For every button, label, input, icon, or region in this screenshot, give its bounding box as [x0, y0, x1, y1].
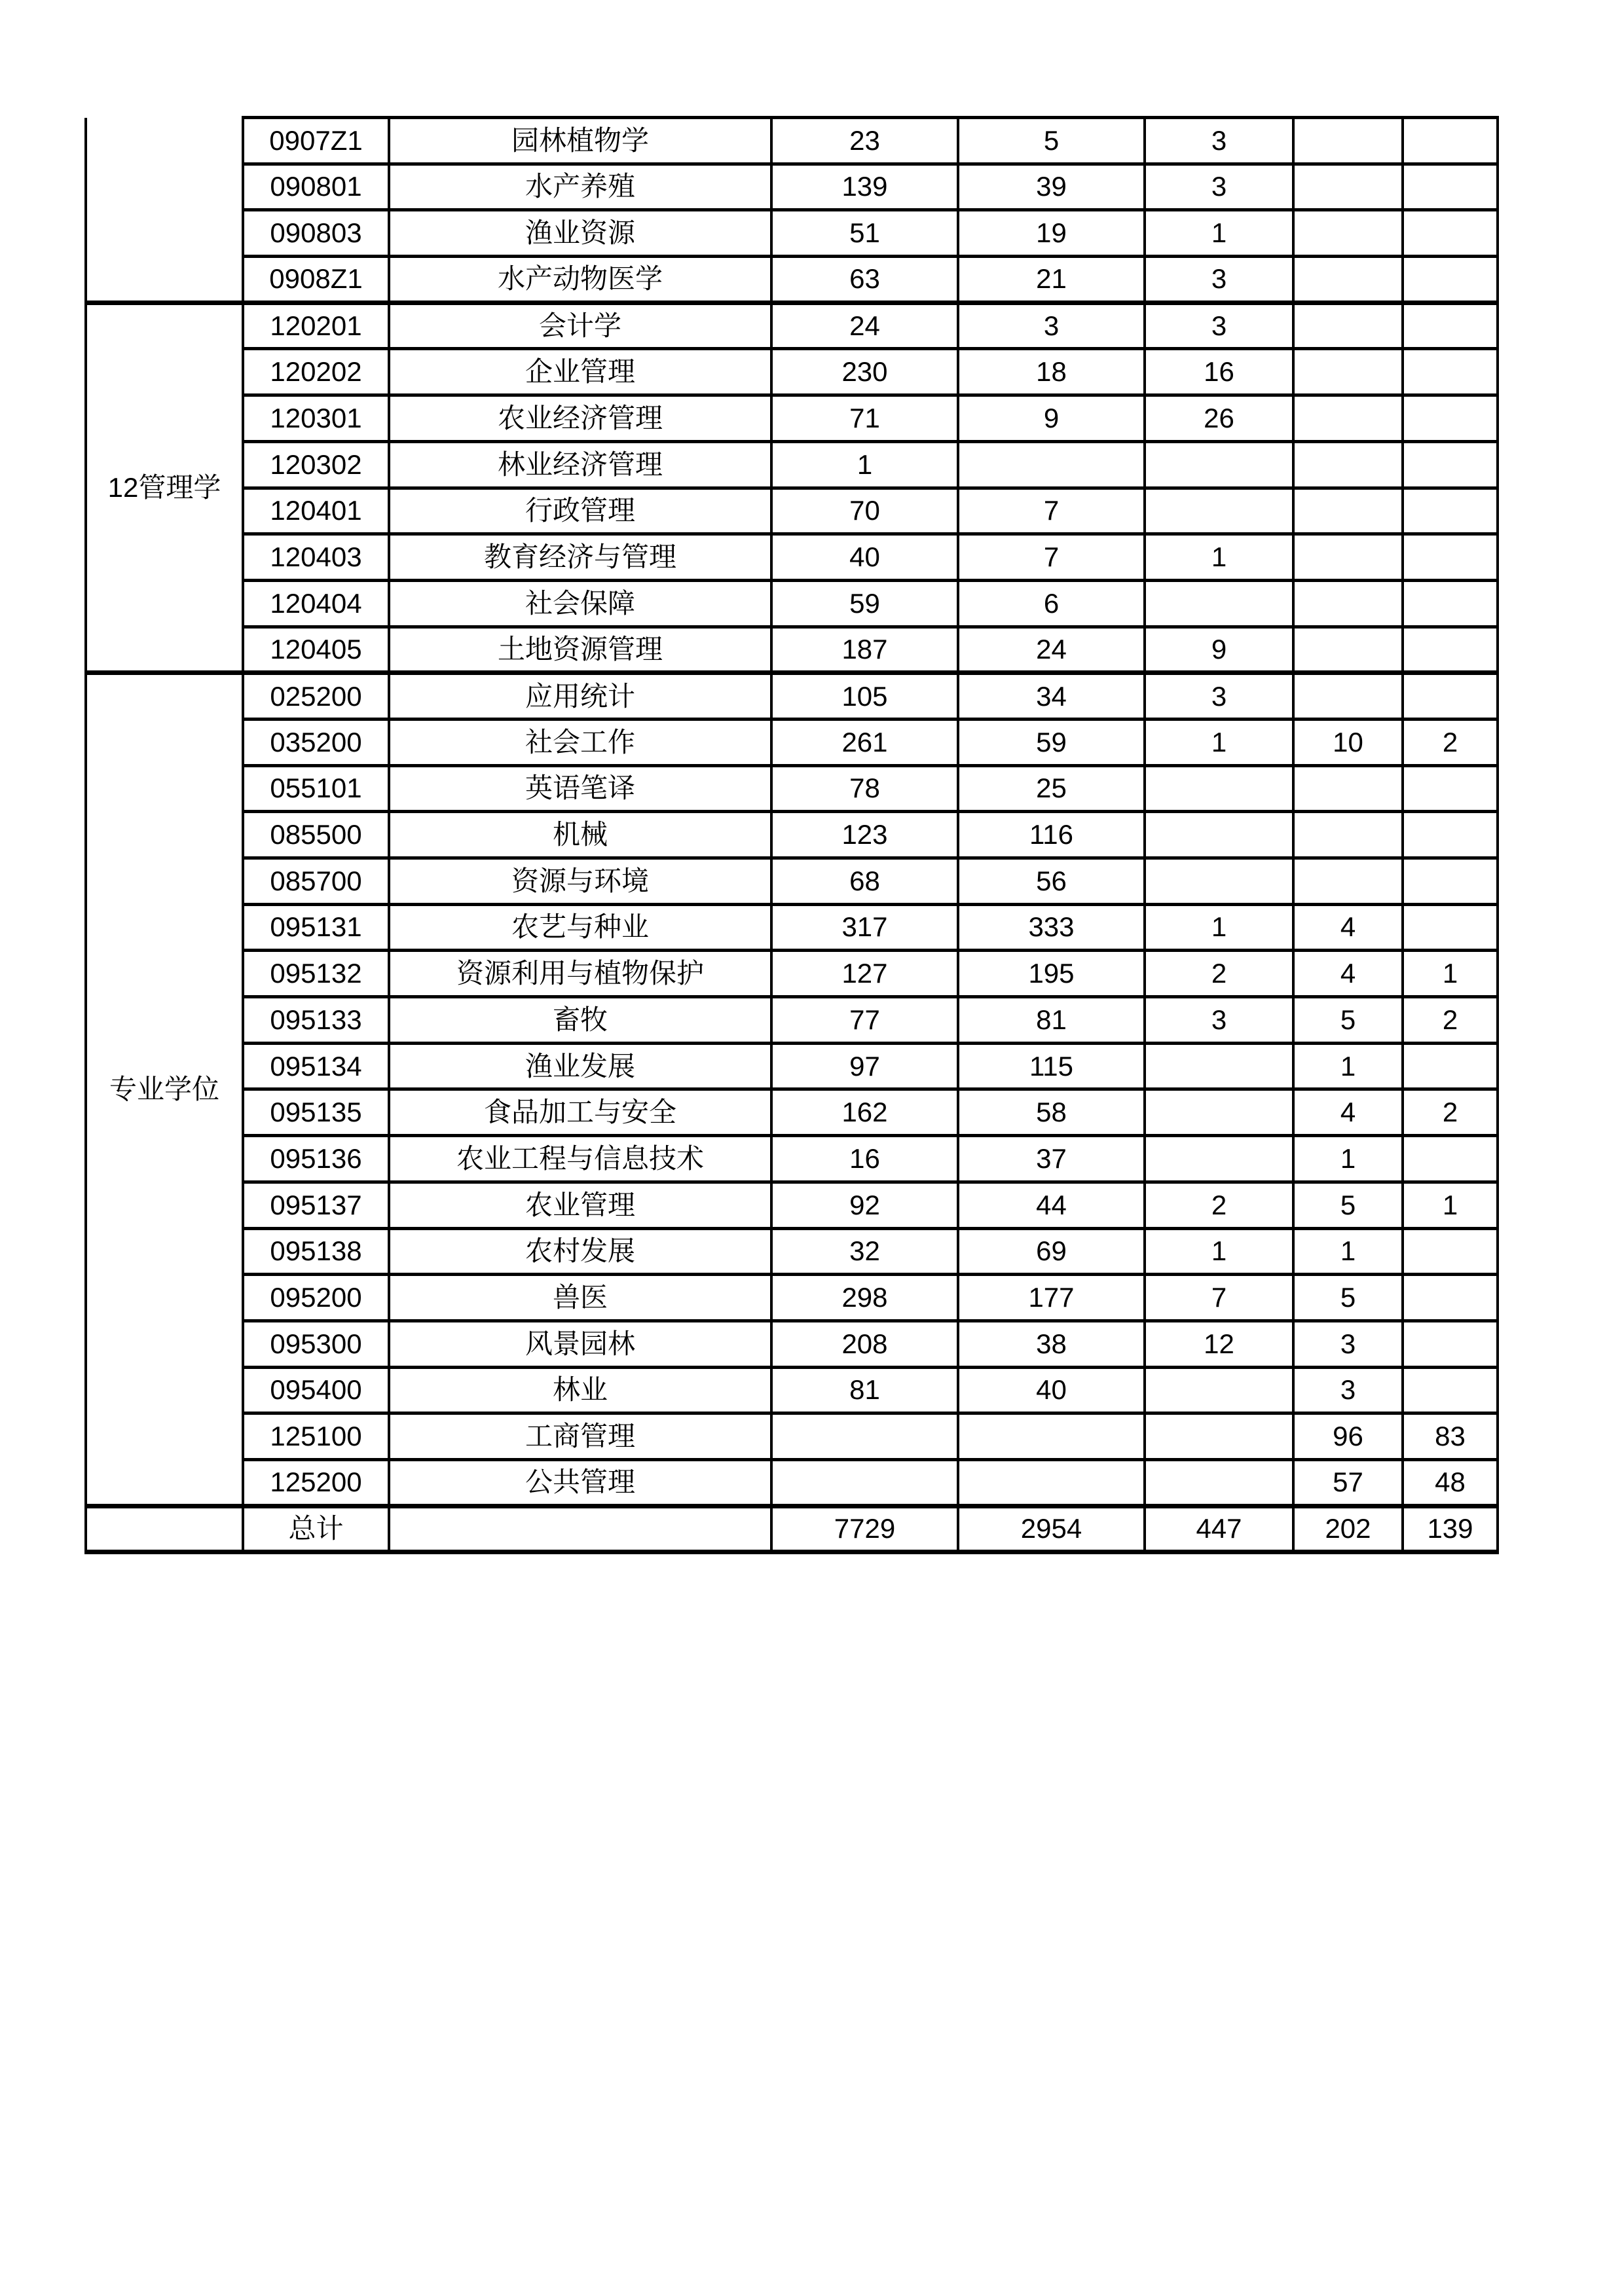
value-cell	[1403, 580, 1498, 627]
value-cell	[1293, 812, 1403, 858]
value-cell: 19	[958, 210, 1145, 257]
value-cell: 177	[958, 1275, 1145, 1321]
code-cell: 0908Z1	[243, 257, 389, 303]
value-cell: 230	[771, 349, 958, 395]
value-cell	[1293, 164, 1403, 210]
table-row	[86, 997, 1498, 1044]
value-cell	[1403, 904, 1498, 951]
value-cell	[1403, 1043, 1498, 1089]
code-cell: 120403	[243, 534, 389, 581]
total-label-cell: 总计	[243, 1506, 389, 1552]
value-cell	[1403, 488, 1498, 534]
name-cell: 企业管理	[389, 349, 771, 395]
code-cell: 120404	[243, 580, 389, 627]
value-cell	[1145, 812, 1293, 858]
value-cell	[1293, 349, 1403, 395]
value-cell	[1403, 858, 1498, 905]
table-row	[86, 812, 1498, 858]
value-cell: 57	[1293, 1459, 1403, 1506]
name-cell: 农村发展	[389, 1228, 771, 1275]
category-cell	[86, 118, 243, 303]
value-cell: 71	[771, 395, 958, 442]
value-cell	[1293, 118, 1403, 164]
code-cell: 125200	[243, 1459, 389, 1506]
value-cell: 3	[1145, 257, 1293, 303]
value-cell: 3	[1145, 302, 1293, 349]
code-cell: 095400	[243, 1367, 389, 1413]
value-cell: 16	[771, 1136, 958, 1182]
value-cell: 24	[958, 627, 1145, 673]
value-cell: 48	[1403, 1459, 1498, 1506]
code-cell: 120201	[243, 302, 389, 349]
value-cell: 1	[1293, 1043, 1403, 1089]
value-cell	[958, 1459, 1145, 1506]
name-cell: 社会工作	[389, 719, 771, 765]
table-row	[86, 1043, 1498, 1089]
value-cell: 21	[958, 257, 1145, 303]
value-cell: 3	[1293, 1321, 1403, 1367]
code-cell: 095300	[243, 1321, 389, 1367]
value-cell: 195	[958, 951, 1145, 997]
total-row	[86, 1506, 1498, 1552]
value-cell	[1403, 1367, 1498, 1413]
table-row	[86, 395, 1498, 442]
value-cell: 5	[1293, 1275, 1403, 1321]
code-cell: 120405	[243, 627, 389, 673]
value-cell: 2	[1403, 1089, 1498, 1136]
value-cell	[1293, 257, 1403, 303]
value-cell: 317	[771, 904, 958, 951]
code-cell: 095138	[243, 1228, 389, 1275]
name-cell: 资源与环境	[389, 858, 771, 905]
table-row	[86, 1413, 1498, 1460]
name-cell: 英语笔译	[389, 765, 771, 812]
value-cell: 1	[1145, 210, 1293, 257]
value-cell: 208	[771, 1321, 958, 1367]
value-cell: 4	[1293, 951, 1403, 997]
value-cell: 92	[771, 1182, 958, 1228]
code-cell: 095135	[243, 1089, 389, 1136]
total-value-cell: 139	[1403, 1506, 1498, 1552]
value-cell: 59	[958, 719, 1145, 765]
value-cell	[1403, 812, 1498, 858]
value-cell	[1403, 302, 1498, 349]
value-cell	[1403, 1275, 1498, 1321]
value-cell: 7	[1145, 1275, 1293, 1321]
value-cell: 5	[1293, 997, 1403, 1044]
code-cell: 025200	[243, 673, 389, 720]
value-cell: 23	[771, 118, 958, 164]
name-cell: 水产动物医学	[389, 257, 771, 303]
value-cell: 59	[771, 580, 958, 627]
value-cell: 187	[771, 627, 958, 673]
code-cell: 095134	[243, 1043, 389, 1089]
value-cell	[1145, 858, 1293, 905]
name-cell: 园林植物学	[389, 118, 771, 164]
value-cell	[771, 1413, 958, 1460]
value-cell: 5	[1293, 1182, 1403, 1228]
value-cell: 2	[1145, 951, 1293, 997]
name-cell: 农业管理	[389, 1182, 771, 1228]
value-cell: 1	[1403, 951, 1498, 997]
value-cell	[1403, 1136, 1498, 1182]
value-cell	[958, 1413, 1145, 1460]
value-cell: 68	[771, 858, 958, 905]
category-cell: 专业学位	[86, 673, 243, 1506]
value-cell: 139	[771, 164, 958, 210]
table-row	[86, 719, 1498, 765]
name-cell: 林业	[389, 1367, 771, 1413]
value-cell	[1403, 441, 1498, 488]
table-row	[86, 673, 1498, 720]
value-cell	[1293, 627, 1403, 673]
table-row	[86, 441, 1498, 488]
table-row	[86, 858, 1498, 905]
value-cell: 6	[958, 580, 1145, 627]
value-cell	[1293, 302, 1403, 349]
name-cell: 渔业资源	[389, 210, 771, 257]
name-cell: 资源利用与植物保护	[389, 951, 771, 997]
value-cell: 1	[1145, 534, 1293, 581]
value-cell: 32	[771, 1228, 958, 1275]
value-cell	[1293, 858, 1403, 905]
value-cell: 58	[958, 1089, 1145, 1136]
value-cell	[1145, 488, 1293, 534]
code-cell: 090803	[243, 210, 389, 257]
total-value-cell: 2954	[958, 1506, 1145, 1552]
value-cell: 37	[958, 1136, 1145, 1182]
table-row	[86, 210, 1498, 257]
value-cell: 9	[958, 395, 1145, 442]
value-cell	[1293, 673, 1403, 720]
value-cell	[1293, 395, 1403, 442]
value-cell: 83	[1403, 1413, 1498, 1460]
value-cell: 70	[771, 488, 958, 534]
code-cell: 0907Z1	[243, 118, 389, 164]
table-row	[86, 118, 1498, 164]
name-cell: 水产养殖	[389, 164, 771, 210]
name-cell: 农业工程与信息技术	[389, 1136, 771, 1182]
code-cell: 120302	[243, 441, 389, 488]
value-cell: 116	[958, 812, 1145, 858]
value-cell: 10	[1293, 719, 1403, 765]
value-cell	[1145, 441, 1293, 488]
value-cell: 105	[771, 673, 958, 720]
value-cell: 81	[771, 1367, 958, 1413]
total-value-cell: 447	[1145, 1506, 1293, 1552]
table-row	[86, 164, 1498, 210]
table-row	[86, 534, 1498, 581]
value-cell	[1293, 765, 1403, 812]
value-cell	[1403, 257, 1498, 303]
name-cell: 教育经济与管理	[389, 534, 771, 581]
value-cell: 39	[958, 164, 1145, 210]
value-cell	[1293, 534, 1403, 581]
value-cell: 4	[1293, 1089, 1403, 1136]
name-cell: 畜牧	[389, 997, 771, 1044]
code-cell: 085700	[243, 858, 389, 905]
table-row	[86, 1089, 1498, 1136]
value-cell: 2	[1403, 997, 1498, 1044]
value-cell: 3	[1145, 164, 1293, 210]
value-cell	[1403, 673, 1498, 720]
value-cell	[1293, 580, 1403, 627]
value-cell: 5	[958, 118, 1145, 164]
value-cell	[1403, 349, 1498, 395]
name-cell: 工商管理	[389, 1413, 771, 1460]
code-cell: 095137	[243, 1182, 389, 1228]
value-cell: 40	[771, 534, 958, 581]
table-row	[86, 1367, 1498, 1413]
value-cell	[1145, 1459, 1293, 1506]
value-cell	[1145, 1043, 1293, 1089]
name-cell: 公共管理	[389, 1459, 771, 1506]
value-cell: 77	[771, 997, 958, 1044]
name-cell: 土地资源管理	[389, 627, 771, 673]
total-value-cell: 7729	[771, 1506, 958, 1552]
code-cell: 090801	[243, 164, 389, 210]
table-row	[86, 904, 1498, 951]
value-cell: 40	[958, 1367, 1145, 1413]
value-cell: 44	[958, 1182, 1145, 1228]
value-cell: 298	[771, 1275, 958, 1321]
value-cell: 38	[958, 1321, 1145, 1367]
value-cell	[1293, 488, 1403, 534]
table-row	[86, 1136, 1498, 1182]
code-cell: 085500	[243, 812, 389, 858]
value-cell	[1403, 395, 1498, 442]
code-cell: 095200	[243, 1275, 389, 1321]
value-cell: 69	[958, 1228, 1145, 1275]
code-cell: 055101	[243, 765, 389, 812]
value-cell: 4	[1293, 904, 1403, 951]
value-cell: 3	[1293, 1367, 1403, 1413]
table-row	[86, 765, 1498, 812]
value-cell: 97	[771, 1043, 958, 1089]
name-cell: 风景园林	[389, 1321, 771, 1367]
value-cell	[1145, 1136, 1293, 1182]
table-row	[86, 951, 1498, 997]
value-cell	[1293, 210, 1403, 257]
value-cell: 1	[1403, 1182, 1498, 1228]
value-cell	[1145, 1367, 1293, 1413]
value-cell: 3	[958, 302, 1145, 349]
total-value-cell: 202	[1293, 1506, 1403, 1552]
value-cell: 24	[771, 302, 958, 349]
value-cell: 333	[958, 904, 1145, 951]
code-cell: 095131	[243, 904, 389, 951]
value-cell: 2	[1403, 719, 1498, 765]
name-cell: 机械	[389, 812, 771, 858]
value-cell: 56	[958, 858, 1145, 905]
value-cell	[771, 1459, 958, 1506]
table-row	[86, 1228, 1498, 1275]
value-cell	[1403, 1228, 1498, 1275]
code-cell: 095132	[243, 951, 389, 997]
name-cell	[389, 1506, 771, 1552]
value-cell	[1403, 118, 1498, 164]
value-cell: 78	[771, 765, 958, 812]
table-row	[86, 488, 1498, 534]
name-cell: 食品加工与安全	[389, 1089, 771, 1136]
table-row	[86, 1321, 1498, 1367]
value-cell: 3	[1145, 118, 1293, 164]
value-cell: 16	[1145, 349, 1293, 395]
value-cell	[1403, 534, 1498, 581]
name-cell: 社会保障	[389, 580, 771, 627]
value-cell	[1403, 765, 1498, 812]
name-cell: 林业经济管理	[389, 441, 771, 488]
value-cell: 123	[771, 812, 958, 858]
value-cell: 1	[1145, 1228, 1293, 1275]
value-cell: 7	[958, 534, 1145, 581]
value-cell: 25	[958, 765, 1145, 812]
value-cell: 1	[1293, 1136, 1403, 1182]
value-cell: 9	[1145, 627, 1293, 673]
value-cell: 26	[1145, 395, 1293, 442]
value-cell	[1403, 1321, 1498, 1367]
table-row	[86, 1459, 1498, 1506]
code-cell: 120301	[243, 395, 389, 442]
value-cell: 1	[771, 441, 958, 488]
value-cell: 12	[1145, 1321, 1293, 1367]
value-cell: 1	[1293, 1228, 1403, 1275]
value-cell: 3	[1145, 673, 1293, 720]
value-cell: 1	[1145, 904, 1293, 951]
code-cell: 125100	[243, 1413, 389, 1460]
code-cell: 120202	[243, 349, 389, 395]
value-cell: 34	[958, 673, 1145, 720]
table-row	[86, 580, 1498, 627]
name-cell: 兽医	[389, 1275, 771, 1321]
value-cell: 2	[1145, 1182, 1293, 1228]
category-cell	[86, 1506, 243, 1552]
value-cell: 18	[958, 349, 1145, 395]
value-cell	[1293, 441, 1403, 488]
code-cell: 095133	[243, 997, 389, 1044]
value-cell: 261	[771, 719, 958, 765]
name-cell: 应用统计	[389, 673, 771, 720]
value-cell	[1403, 210, 1498, 257]
value-cell	[1145, 1413, 1293, 1460]
value-cell	[958, 441, 1145, 488]
name-cell: 农艺与种业	[389, 904, 771, 951]
value-cell	[1145, 765, 1293, 812]
code-cell: 120401	[243, 488, 389, 534]
category-cell: 12管理学	[86, 302, 243, 673]
code-cell: 095136	[243, 1136, 389, 1182]
value-cell: 63	[771, 257, 958, 303]
value-cell: 115	[958, 1043, 1145, 1089]
table-row	[86, 627, 1498, 673]
name-cell: 会计学	[389, 302, 771, 349]
value-cell: 7	[958, 488, 1145, 534]
table-row	[86, 349, 1498, 395]
table-row	[86, 1275, 1498, 1321]
value-cell	[1145, 580, 1293, 627]
value-cell: 162	[771, 1089, 958, 1136]
value-cell: 96	[1293, 1413, 1403, 1460]
name-cell: 农业经济管理	[389, 395, 771, 442]
table-row	[86, 302, 1498, 349]
table-row	[86, 1182, 1498, 1228]
admissions-table	[84, 116, 1499, 1554]
value-cell: 81	[958, 997, 1145, 1044]
value-cell: 51	[771, 210, 958, 257]
table-row	[86, 257, 1498, 303]
value-cell: 3	[1145, 997, 1293, 1044]
value-cell	[1145, 1089, 1293, 1136]
value-cell: 127	[771, 951, 958, 997]
value-cell	[1403, 627, 1498, 673]
value-cell	[1403, 164, 1498, 210]
name-cell: 渔业发展	[389, 1043, 771, 1089]
name-cell: 行政管理	[389, 488, 771, 534]
value-cell: 1	[1145, 719, 1293, 765]
code-cell: 035200	[243, 719, 389, 765]
